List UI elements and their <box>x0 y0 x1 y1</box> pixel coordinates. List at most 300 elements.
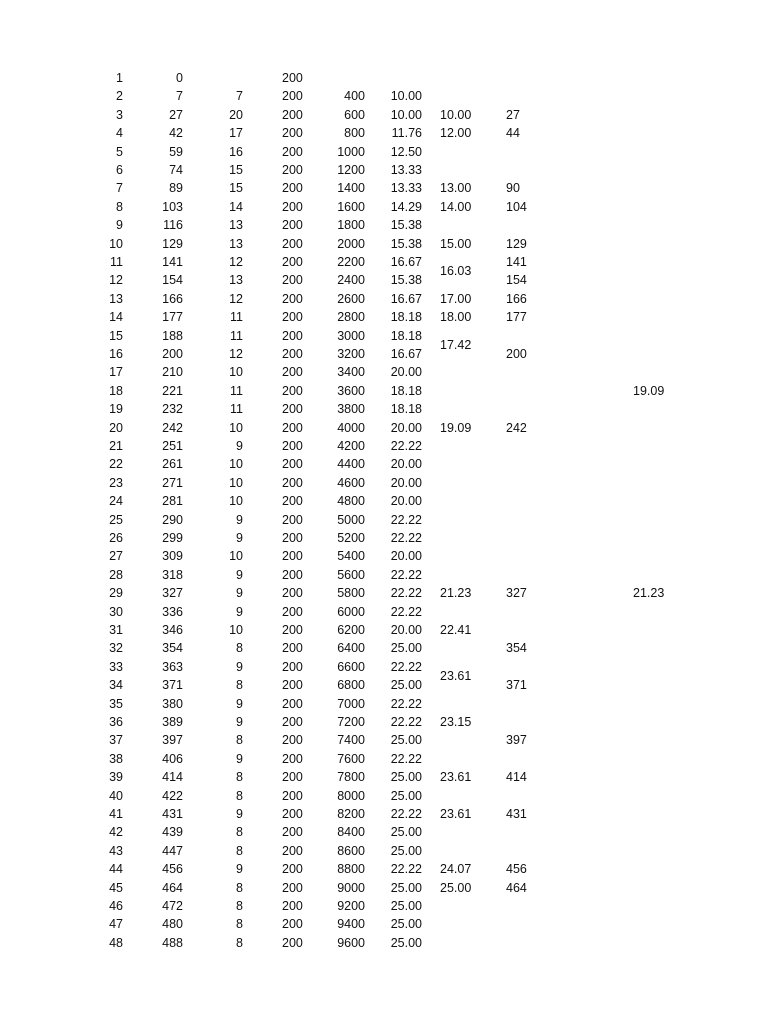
constant-value: 200 <box>282 880 303 895</box>
row-index: 9 <box>116 218 123 233</box>
constant-value: 200 <box>282 218 303 233</box>
constant-value: 200 <box>282 751 303 766</box>
rate-value: 25.00 <box>390 880 422 895</box>
cumulative-value: 271 <box>162 475 183 490</box>
extra-value-2: 90 <box>506 181 520 196</box>
extra-value-2: 44 <box>506 126 520 141</box>
table-row <box>0 216 768 234</box>
row-index: 41 <box>109 807 123 821</box>
extra-value-2: 27 <box>506 107 520 122</box>
table-row <box>0 400 768 418</box>
difference-value: 9 <box>236 512 243 527</box>
row-index: 22 <box>109 457 123 472</box>
total-value: 1800 <box>337 218 365 233</box>
cumulative-value: 261 <box>162 457 183 472</box>
extra-value-2: 464 <box>506 880 527 895</box>
merged-cell-value: 23.61 <box>440 669 472 683</box>
table-row <box>0 382 768 400</box>
cumulative-value: 414 <box>162 770 183 785</box>
extra-value-2: 104 <box>506 199 527 214</box>
difference-value: 9 <box>236 439 243 453</box>
total-value: 8000 <box>337 788 365 803</box>
total-value: 2600 <box>337 291 365 306</box>
row-index: 47 <box>109 917 123 932</box>
table-row <box>0 419 768 437</box>
rate-value: 20.00 <box>390 475 422 490</box>
difference-value: 9 <box>236 807 243 821</box>
total-value: 5200 <box>337 531 365 545</box>
constant-value: 200 <box>282 586 303 601</box>
row-index: 21 <box>109 439 123 453</box>
row-index: 19 <box>109 402 123 417</box>
rate-value: 25.00 <box>390 770 422 785</box>
row-index: 15 <box>109 328 123 343</box>
table-row <box>0 87 768 105</box>
rate-value: 12.50 <box>390 144 422 159</box>
rate-value: 16.67 <box>390 255 422 269</box>
difference-value: 14 <box>229 199 243 214</box>
rate-value: 18.18 <box>390 310 422 325</box>
cumulative-value: 327 <box>162 586 183 601</box>
cumulative-value: 456 <box>162 862 183 877</box>
cumulative-value: 354 <box>162 641 183 656</box>
total-value: 2000 <box>337 236 365 251</box>
cumulative-value: 200 <box>162 347 183 361</box>
row-index: 30 <box>109 604 123 619</box>
table-row <box>0 179 768 197</box>
extra-value-1: 18.00 <box>440 310 472 325</box>
total-value: 3400 <box>337 365 365 380</box>
total-value: 2800 <box>337 310 365 325</box>
cumulative-value: 103 <box>162 199 183 214</box>
table-row <box>0 143 768 161</box>
difference-value: 15 <box>229 163 243 177</box>
cumulative-value: 380 <box>162 696 183 711</box>
row-index: 39 <box>109 770 123 785</box>
constant-value: 200 <box>282 236 303 251</box>
constant-value: 200 <box>282 144 303 159</box>
rate-value: 25.00 <box>390 733 422 748</box>
difference-value: 10 <box>229 365 243 380</box>
rate-value: 14.29 <box>390 199 422 214</box>
extra-value-1: 24.07 <box>440 862 472 877</box>
row-index: 20 <box>109 420 123 435</box>
cumulative-value: 363 <box>162 659 183 674</box>
cumulative-value: 318 <box>162 567 183 582</box>
difference-value: 11 <box>230 328 243 343</box>
difference-value: 11 <box>230 383 243 398</box>
rate-value: 13.33 <box>390 163 422 177</box>
row-index: 44 <box>109 862 123 877</box>
cumulative-value: 371 <box>162 678 183 693</box>
row-index: 14 <box>109 310 123 325</box>
row-index: 26 <box>109 531 123 545</box>
difference-value: 8 <box>236 825 243 840</box>
rate-value: 20.00 <box>390 623 422 637</box>
row-index: 10 <box>109 236 123 251</box>
total-value: 6800 <box>337 678 365 693</box>
cumulative-value: 290 <box>162 512 183 527</box>
cumulative-value: 406 <box>162 751 183 766</box>
total-value: 2200 <box>337 255 365 269</box>
table-row <box>0 290 768 308</box>
difference-value: 9 <box>236 751 243 766</box>
row-index: 2 <box>116 89 123 104</box>
total-value: 800 <box>344 126 365 141</box>
constant-value: 200 <box>282 623 303 637</box>
extra-value-3: 21.23 <box>633 586 665 601</box>
constant-value: 200 <box>282 715 303 729</box>
merged-cell-value: 17.42 <box>440 337 472 352</box>
rate-value: 20.00 <box>390 457 422 472</box>
table-row <box>0 198 768 216</box>
row-index: 11 <box>110 255 123 269</box>
constant-value: 200 <box>282 567 303 582</box>
constant-value: 200 <box>282 641 303 656</box>
cumulative-value: 7 <box>176 89 183 104</box>
extra-value-2: 371 <box>506 678 527 693</box>
merged-cell-row <box>0 262 768 280</box>
cumulative-value: 210 <box>162 365 183 380</box>
row-index: 46 <box>109 899 123 913</box>
total-value: 6200 <box>337 623 365 637</box>
table-row <box>0 897 768 915</box>
row-index: 34 <box>109 678 123 693</box>
difference-value: 8 <box>236 917 243 932</box>
row-index: 43 <box>109 843 123 858</box>
total-value: 600 <box>344 107 365 122</box>
total-value: 5400 <box>337 549 365 564</box>
extra-value-3: 19.09 <box>633 383 665 398</box>
table-row <box>0 805 768 823</box>
difference-value: 9 <box>236 696 243 711</box>
table-row <box>0 860 768 878</box>
rate-value: 25.00 <box>390 788 422 803</box>
extra-value-2: 154 <box>506 273 527 288</box>
table-row <box>0 584 768 602</box>
row-index: 33 <box>109 659 123 674</box>
total-value: 9000 <box>337 880 365 895</box>
cumulative-value: 251 <box>162 439 183 453</box>
row-index: 7 <box>116 181 123 196</box>
rate-value: 16.67 <box>390 347 422 361</box>
rate-value: 25.00 <box>390 678 422 693</box>
difference-value: 9 <box>236 567 243 582</box>
extra-value-1: 12.00 <box>440 126 472 141</box>
table-row <box>0 879 768 897</box>
difference-value: 8 <box>236 935 243 950</box>
cumulative-value: 0 <box>176 71 183 85</box>
constant-value: 200 <box>282 733 303 748</box>
total-value: 400 <box>344 89 365 104</box>
constant-value: 200 <box>282 310 303 325</box>
constant-value: 200 <box>282 862 303 877</box>
extra-value-2: 129 <box>506 236 527 251</box>
cumulative-value: 59 <box>169 144 183 159</box>
merged-cell-row <box>0 336 768 354</box>
total-value: 1200 <box>337 163 365 177</box>
extra-value-1: 10.00 <box>440 107 472 122</box>
rate-value: 22.22 <box>390 531 422 545</box>
constant-value: 200 <box>282 917 303 932</box>
total-value: 3800 <box>337 402 365 417</box>
cumulative-value: 488 <box>162 935 183 950</box>
cumulative-value: 166 <box>162 291 183 306</box>
constant-value: 200 <box>282 273 303 288</box>
difference-value: 9 <box>236 604 243 619</box>
constant-value: 200 <box>282 494 303 509</box>
rate-value: 22.22 <box>390 862 422 877</box>
row-index: 8 <box>116 199 123 214</box>
difference-value: 8 <box>236 733 243 748</box>
total-value: 5800 <box>337 586 365 601</box>
difference-value: 8 <box>236 770 243 785</box>
difference-value: 10 <box>229 494 243 509</box>
total-value: 7600 <box>337 751 365 766</box>
rate-value: 15.38 <box>390 273 422 288</box>
row-index: 38 <box>109 751 123 766</box>
extra-value-2: 177 <box>506 310 527 325</box>
total-value: 5600 <box>337 567 365 582</box>
cumulative-value: 177 <box>162 310 183 325</box>
constant-value: 200 <box>282 163 303 177</box>
difference-value: 8 <box>236 899 243 913</box>
table-row <box>0 529 768 547</box>
row-index: 3 <box>116 107 123 122</box>
table-row <box>0 915 768 933</box>
extra-value-2: 397 <box>506 733 527 748</box>
extra-value-2: 431 <box>506 807 527 821</box>
extra-value-2: 242 <box>506 420 527 435</box>
total-value: 6000 <box>337 604 365 619</box>
cumulative-value: 188 <box>162 328 183 343</box>
cumulative-value: 447 <box>162 843 183 858</box>
constant-value: 200 <box>282 788 303 803</box>
total-value: 6400 <box>337 641 365 656</box>
row-index: 48 <box>109 935 123 950</box>
difference-value: 17 <box>229 126 243 141</box>
constant-value: 200 <box>282 347 303 361</box>
rate-value: 25.00 <box>390 899 422 913</box>
cumulative-value: 336 <box>162 604 183 619</box>
total-value: 7800 <box>337 770 365 785</box>
table-row <box>0 437 768 455</box>
constant-value: 200 <box>282 71 303 85</box>
constant-value: 200 <box>282 457 303 472</box>
row-index: 36 <box>109 715 123 729</box>
total-value: 1600 <box>337 199 365 214</box>
difference-value: 10 <box>229 420 243 435</box>
table-row <box>0 566 768 584</box>
constant-value: 200 <box>282 89 303 104</box>
cumulative-value: 116 <box>163 218 183 233</box>
table-row <box>0 695 768 713</box>
row-index: 12 <box>109 273 123 288</box>
table-row <box>0 639 768 657</box>
difference-value: 8 <box>236 843 243 858</box>
row-index: 17 <box>109 365 123 380</box>
total-value: 3200 <box>337 347 365 361</box>
constant-value: 200 <box>282 935 303 950</box>
difference-value: 10 <box>229 457 243 472</box>
cumulative-value: 397 <box>162 733 183 748</box>
row-index: 27 <box>109 549 123 564</box>
cumulative-value: 42 <box>169 126 183 141</box>
constant-value: 200 <box>282 825 303 840</box>
constant-value: 200 <box>282 531 303 545</box>
table-row <box>0 124 768 142</box>
constant-value: 200 <box>282 696 303 711</box>
difference-value: 15 <box>229 181 243 196</box>
extra-value-2: 327 <box>506 586 527 601</box>
table-row <box>0 842 768 860</box>
table-row <box>0 363 768 381</box>
cumulative-value: 242 <box>162 420 183 435</box>
total-value: 8400 <box>337 825 365 840</box>
difference-value: 11 <box>230 402 243 417</box>
difference-value: 8 <box>236 678 243 693</box>
row-index: 23 <box>109 475 123 490</box>
constant-value: 200 <box>282 420 303 435</box>
constant-value: 200 <box>282 604 303 619</box>
difference-value: 16 <box>229 144 243 159</box>
rate-value: 22.22 <box>390 586 422 601</box>
difference-value: 9 <box>236 659 243 674</box>
table-row <box>0 731 768 749</box>
merged-cell-row <box>0 667 768 685</box>
cumulative-value: 439 <box>162 825 183 840</box>
table-row <box>0 69 768 87</box>
rate-value: 10.00 <box>390 89 422 104</box>
constant-value: 200 <box>282 328 303 343</box>
constant-value: 200 <box>282 383 303 398</box>
row-index: 31 <box>109 623 123 637</box>
rate-value: 22.22 <box>390 715 422 729</box>
extra-value-2: 456 <box>506 862 527 877</box>
total-value: 8200 <box>337 807 365 821</box>
extra-value-2: 166 <box>506 291 527 306</box>
cumulative-value: 221 <box>162 383 183 398</box>
rate-value: 25.00 <box>390 935 422 950</box>
extra-value-1: 23.61 <box>440 807 472 821</box>
rate-value: 22.22 <box>390 696 422 711</box>
rate-value: 22.22 <box>390 567 422 582</box>
cumulative-value: 309 <box>162 549 183 564</box>
total-value: 4600 <box>337 475 365 490</box>
total-value: 1400 <box>337 181 365 196</box>
total-value: 6600 <box>337 659 365 674</box>
difference-value: 9 <box>236 862 243 877</box>
total-value: 7200 <box>337 715 365 729</box>
total-value: 3600 <box>337 383 365 398</box>
constant-value: 200 <box>282 807 303 821</box>
constant-value: 200 <box>282 678 303 693</box>
total-value: 5000 <box>337 512 365 527</box>
difference-value: 8 <box>236 641 243 656</box>
total-value: 3000 <box>337 328 365 343</box>
row-index: 37 <box>109 733 123 748</box>
constant-value: 200 <box>282 126 303 141</box>
row-index: 32 <box>109 641 123 656</box>
row-index: 16 <box>109 347 123 361</box>
row-index: 13 <box>109 291 123 306</box>
constant-value: 200 <box>282 365 303 380</box>
difference-value: 10 <box>229 623 243 637</box>
cumulative-value: 281 <box>162 494 183 509</box>
total-value: 9600 <box>337 935 365 950</box>
cumulative-value: 472 <box>162 899 183 913</box>
row-index: 28 <box>109 567 123 582</box>
total-value: 7000 <box>337 696 365 711</box>
row-index: 45 <box>109 880 123 895</box>
rate-value: 18.18 <box>390 402 422 417</box>
rate-value: 18.18 <box>390 383 422 398</box>
rate-value: 25.00 <box>390 641 422 656</box>
extra-value-1: 25.00 <box>440 880 472 895</box>
total-value: 4000 <box>337 420 365 435</box>
extra-value-2: 354 <box>506 641 527 656</box>
extra-value-1: 21.23 <box>440 586 472 601</box>
extra-value-1: 17.00 <box>440 291 472 306</box>
row-index: 18 <box>109 383 123 398</box>
difference-value: 12 <box>229 347 243 361</box>
cumulative-value: 464 <box>162 880 183 895</box>
difference-value: 9 <box>236 531 243 545</box>
rate-value: 20.00 <box>390 549 422 564</box>
cumulative-value: 346 <box>162 623 183 637</box>
constant-value: 200 <box>282 659 303 674</box>
table-row <box>0 455 768 473</box>
merged-cell-value: 16.03 <box>440 264 472 279</box>
rate-value: 22.22 <box>390 807 422 821</box>
rate-value: 25.00 <box>390 825 422 840</box>
constant-value: 200 <box>282 843 303 858</box>
total-value: 4400 <box>337 457 365 472</box>
constant-value: 200 <box>282 107 303 122</box>
cumulative-value: 89 <box>169 181 183 196</box>
rate-value: 20.00 <box>390 420 422 435</box>
extra-value-1: 14.00 <box>440 199 472 214</box>
table-row <box>0 823 768 841</box>
total-value: 1000 <box>337 144 365 159</box>
rate-value: 22.22 <box>390 659 422 674</box>
difference-value: 7 <box>236 89 243 104</box>
difference-value: 12 <box>229 255 243 269</box>
total-value: 9200 <box>337 899 365 913</box>
extra-value-2: 141 <box>506 255 527 269</box>
difference-value: 13 <box>229 218 243 233</box>
difference-value: 13 <box>229 273 243 288</box>
row-index: 25 <box>109 512 123 527</box>
extra-value-1: 15.00 <box>440 236 472 251</box>
constant-value: 200 <box>282 475 303 490</box>
rate-value: 13.33 <box>390 181 422 196</box>
cumulative-value: 480 <box>162 917 183 932</box>
table-row <box>0 308 768 326</box>
constant-value: 200 <box>282 181 303 196</box>
table-row <box>0 750 768 768</box>
row-index: 35 <box>109 696 123 711</box>
total-value: 2400 <box>337 273 365 288</box>
constant-value: 200 <box>282 402 303 417</box>
extra-value-1: 23.15 <box>440 715 472 729</box>
table-row <box>0 547 768 565</box>
constant-value: 200 <box>282 199 303 214</box>
constant-value: 200 <box>282 549 303 564</box>
cumulative-value: 27 <box>169 107 183 122</box>
constant-value: 200 <box>282 512 303 527</box>
extra-value-2: 200 <box>506 347 527 361</box>
